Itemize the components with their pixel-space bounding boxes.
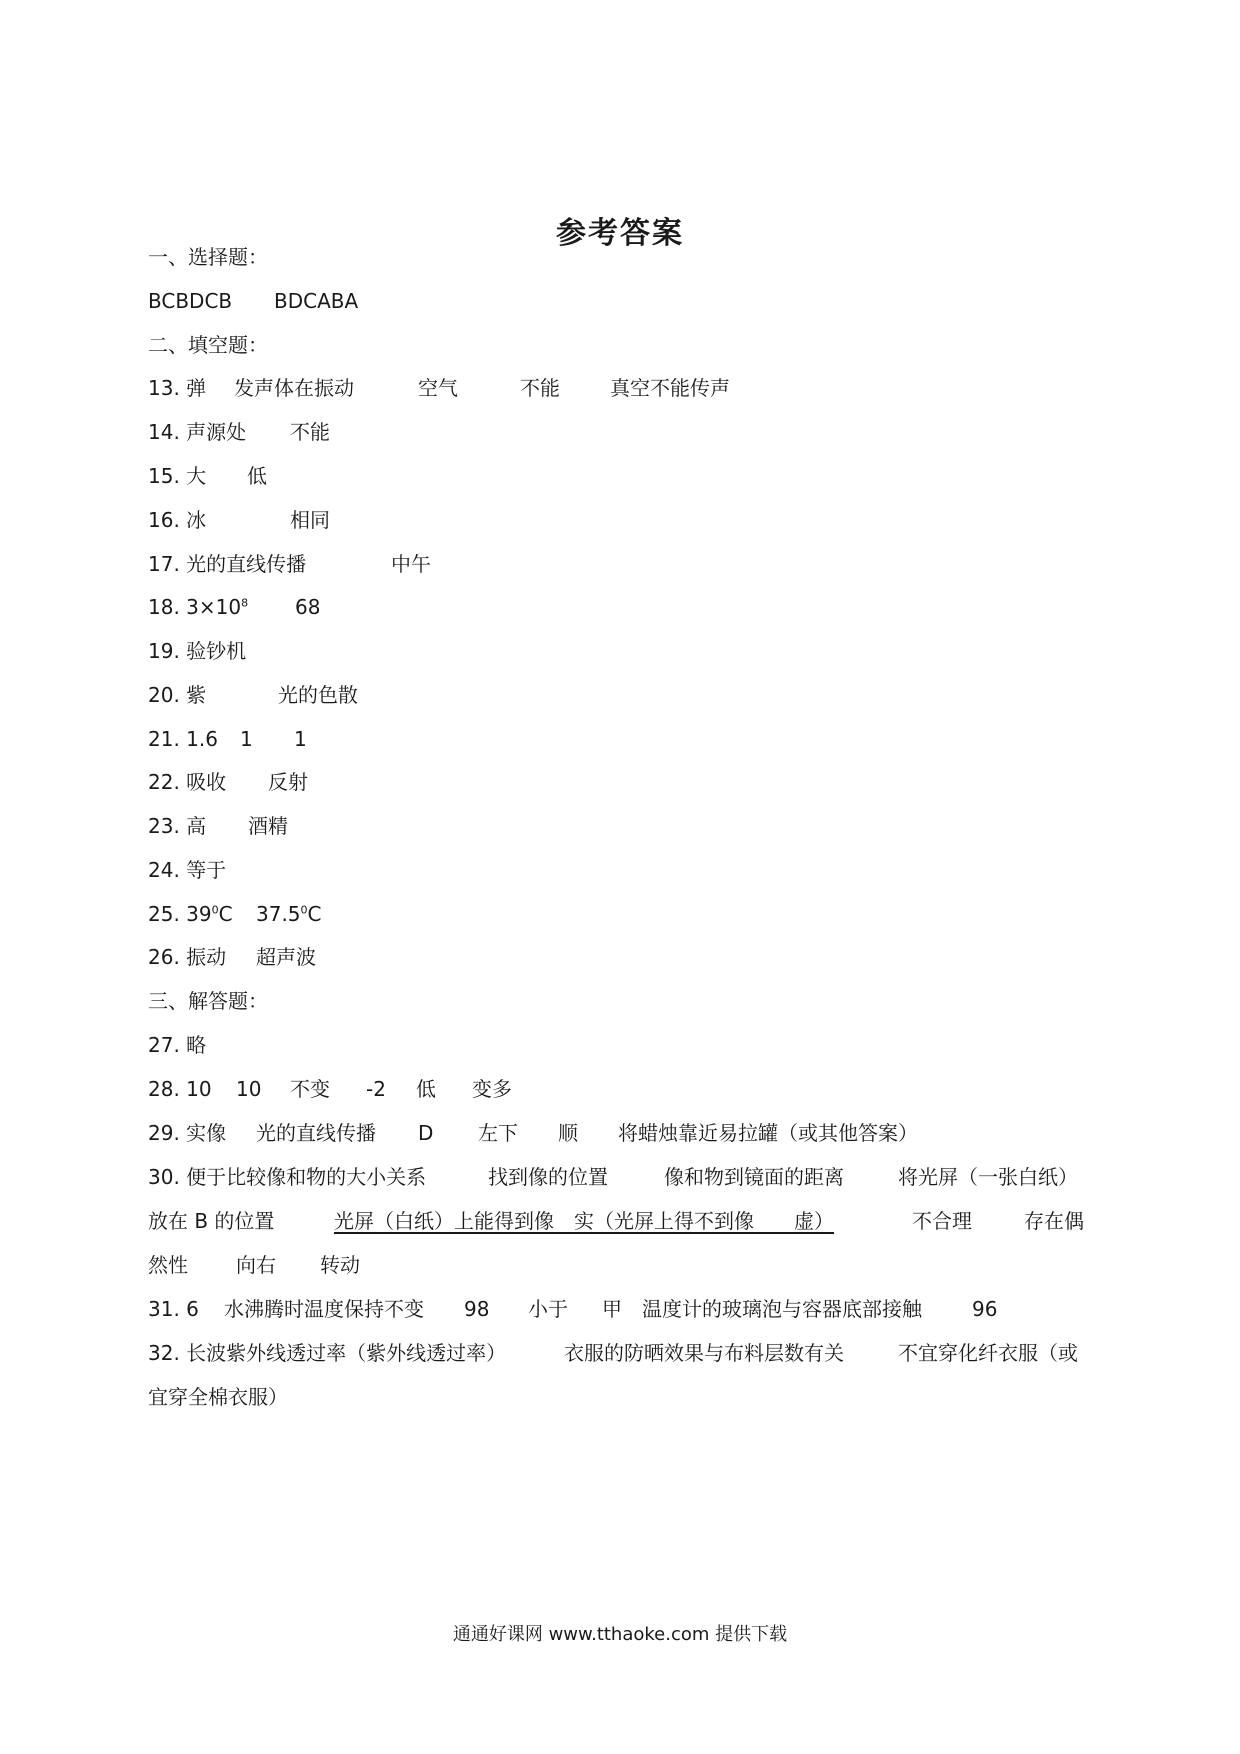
answer-item: 衣服的防晒效果与布料层数有关 — [564, 1341, 844, 1365]
answer-item: 低 — [416, 1077, 436, 1101]
page-title: 参考答案 — [556, 216, 684, 251]
answer-item: D — [418, 1121, 434, 1145]
answer-item: 14. 声源处 — [148, 420, 247, 444]
answer-item: 真空不能传声 — [610, 376, 730, 400]
answer-item: 将蜡烛靠近易拉罐（或其他答案） — [618, 1121, 918, 1145]
answer-item: 19. 验钞机 — [148, 639, 247, 663]
answer-item: 酒精 — [248, 814, 288, 838]
answer-item: 29. 实像 — [148, 1121, 227, 1145]
answer-item: 22. 吸收 — [148, 770, 227, 794]
answer-item: 空气 — [418, 376, 458, 400]
answer-item: 23. 高 — [148, 814, 207, 838]
answer-item: 96 — [972, 1297, 998, 1321]
answer-item: 相同 — [290, 508, 330, 532]
answer-item: 然性 — [148, 1253, 188, 1277]
answer-item: 将光屏（一张白纸） — [898, 1165, 1078, 1189]
answer-item: 不宜穿化纤衣服（或 — [898, 1341, 1078, 1365]
answer-item: 68 — [295, 595, 321, 619]
answer-item: 16. 冰 — [148, 508, 207, 532]
section-choice-heading: 一、选择题： — [148, 245, 268, 269]
answer-item: 1 — [240, 727, 253, 751]
answer-item: 像和物到镜面的距离 — [664, 1165, 844, 1189]
answer-item: 1 — [294, 727, 307, 751]
answer-item: 不合理 — [912, 1209, 972, 1233]
answer-item: 不能 — [290, 420, 330, 444]
answer-item: 水沸腾时温度保持不变 — [224, 1297, 424, 1321]
answer-item: 25. $39^0C$ — [148, 902, 233, 926]
answer-item: 18. $3\times 10^8$ — [148, 595, 249, 619]
answer-item: 甲 — [602, 1297, 622, 1321]
section-fill-heading: 二、填空题： — [148, 333, 268, 357]
answer-item: 向右 — [236, 1253, 276, 1277]
section-solve-heading: 三、解答题： — [148, 989, 268, 1013]
answer-item: 小于 — [528, 1297, 568, 1321]
answer-item: -2 — [366, 1077, 386, 1101]
answer-item: 15. 大 — [148, 464, 207, 488]
answer-item: 反射 — [268, 770, 308, 794]
answer-item: 光的色散 — [278, 683, 358, 707]
answer-item: 21. 1.6 — [148, 727, 218, 751]
answer-item: 超声波 — [256, 945, 316, 969]
answer-item: 不变 — [290, 1077, 330, 1101]
answer-item: 31. 6 — [148, 1297, 199, 1321]
answer-item: 26. 振动 — [148, 945, 227, 969]
answer-item: 中午 — [391, 552, 431, 576]
answer-item: 温度计的玻璃泡与容器底部接触 — [642, 1297, 922, 1321]
mc-group-2: BDCABA — [274, 289, 359, 313]
answer-item: 不能 — [520, 376, 560, 400]
answer-item: 发声体在振动 — [234, 376, 354, 400]
answer-item: 宜穿全棉衣服） — [148, 1385, 288, 1409]
answer-item: 28. 10 — [148, 1077, 212, 1101]
answer-item: 找到像的位置 — [488, 1165, 608, 1189]
answer-item: 放在 B 的位置 — [148, 1209, 275, 1233]
answer-item: 左下 — [478, 1121, 518, 1145]
answer-item: 24. 等于 — [148, 858, 227, 882]
mc-group-1: BCBDCB — [148, 289, 233, 313]
answer-item: 存在偶 — [1024, 1209, 1084, 1233]
answer-item: 变多 — [472, 1077, 512, 1101]
answer-item-underlined: 光屏（白纸）上能得到像 实（光屏上得不到像 虚） — [334, 1209, 834, 1233]
answer-item: 27. 略 — [148, 1033, 207, 1057]
answer-item: 98 — [464, 1297, 490, 1321]
answer-item: 低 — [247, 464, 267, 488]
answer-item: 光的直线传播 — [256, 1121, 376, 1145]
answer-item: 13. 弹 — [148, 376, 207, 400]
page-footer: 通通好课网 www.tthaoke.com 提供下载 — [452, 1624, 788, 1645]
answer-item: 30. 便于比较像和物的大小关系 — [148, 1165, 427, 1189]
answer-item: 20. 紫 — [148, 683, 207, 707]
answer-item: 32. 长波紫外线透过率（紫外线透过率） — [148, 1341, 507, 1365]
answer-item: 10 — [236, 1077, 262, 1101]
answer-item: 顺 — [558, 1121, 578, 1145]
answer-item: 17. 光的直线传播 — [148, 552, 307, 576]
answer-item: 转动 — [320, 1253, 360, 1277]
answer-item: 37.5$^0$C — [256, 902, 322, 926]
